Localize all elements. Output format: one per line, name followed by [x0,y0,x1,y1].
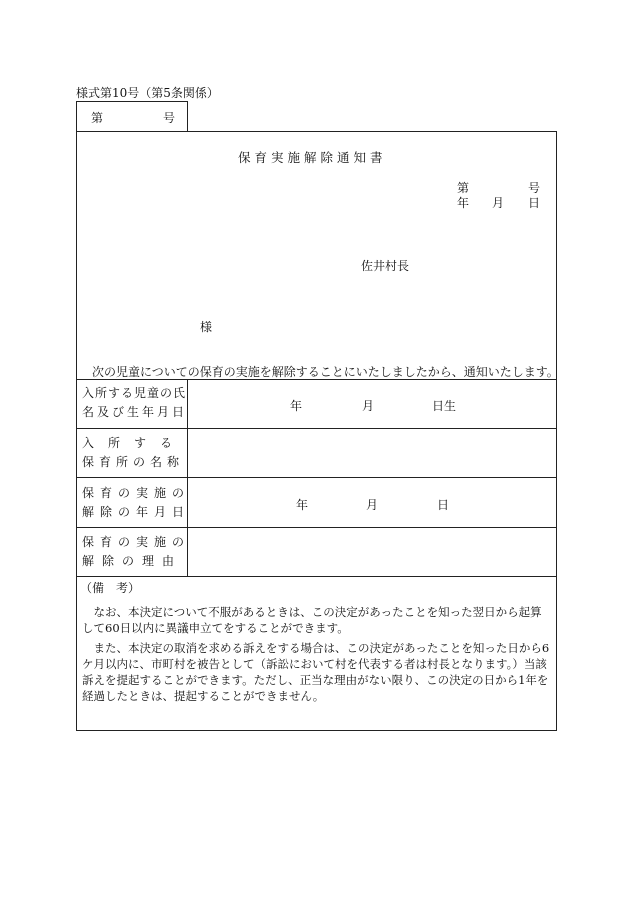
table-row-divider-1 [76,428,557,429]
row3-label-line2: 解除の年月日 [82,505,191,519]
row4-label-line1: 保育の実施の [82,535,191,549]
doc-number-go: 号 [528,181,541,195]
issuer-name: 佐井村長 [361,259,410,273]
remarks-paragraph-2: また、本決定の取消を求める訴えをする場合は、この決定があったことを知った日から6ケ月以内に、市町村を被告として（訴訟において村を代表する者は村長となります。）当該訴えを提起することができます。ただし、正当な理由がない限り、この決定の日から1年を経過したときは、提起することができません。 [82,641,550,703]
row1-month: 月 [362,399,375,413]
row1-year: 年 [290,399,303,413]
table-row-divider-2 [76,477,557,478]
row3-month: 月 [366,498,379,512]
document-title: 保育実施解除通知書 [238,150,387,165]
doc-date-month: 月 [492,196,505,210]
form-label: 様式第10号（第5条関係） [76,86,219,100]
remarks-paragraph-1: なお、本決定について不服があるときは、この決定があったことを知った翌日から起算して60日以内に異議申立てをすることができます。 [82,605,542,635]
row4-label-line2: 解除の理由 [82,554,183,568]
row3-year: 年 [296,498,309,512]
row2-label-line1: 入 所 す る [82,436,174,450]
doc-date-day: 日 [528,196,541,210]
row1-day: 日生 [432,399,457,413]
table-top-line [76,379,557,380]
remarks-heading: （備 考） [80,581,141,595]
top-box-go: 号 [163,111,176,125]
table-row-divider-3 [76,527,557,528]
doc-date-year: 年 [457,196,470,210]
row1-label-line1: 入所する児童の氏 [82,386,187,400]
row1-label-line2: 名及び生年月日 [82,405,188,419]
row3-label-line1: 保育の実施の [82,486,191,500]
row2-label-line2: 保育所の名称 [82,455,185,469]
top-number-box [76,101,188,132]
doc-number-dai: 第 [457,181,470,195]
addressee-suffix: 様 [200,320,213,334]
row3-day: 日 [437,498,450,512]
intro-text: 次の児童についての保育の実施を解除することにいたしましたから、通知いたします。 [92,365,559,379]
top-box-dai: 第 [91,111,104,125]
table-bottom-line [76,576,557,577]
